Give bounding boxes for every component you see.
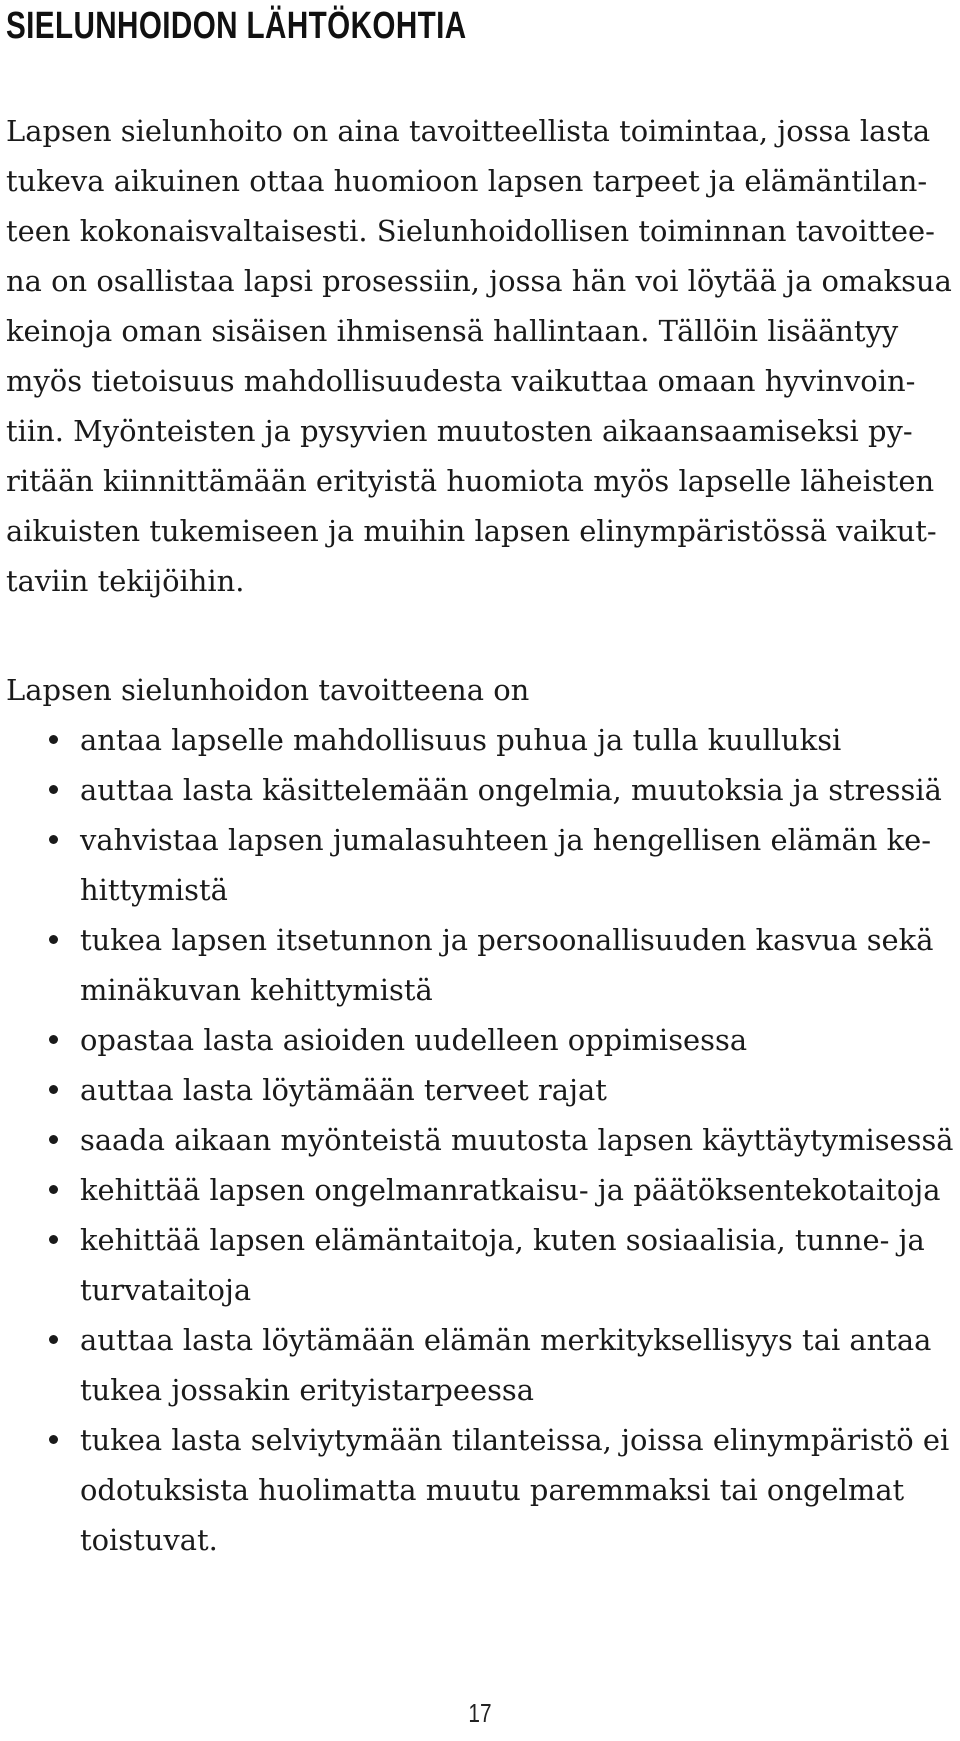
goal-text-line: odotuksista huolimatta muutu paremmaksi tai ongelmat xyxy=(80,1473,905,1507)
intro-line: teen kokonaisvaltaisesti. Sielunhoidollisen toiminnan tavoittee- xyxy=(6,214,935,248)
bullet-icon xyxy=(49,1235,58,1244)
goal-text-line: hittymistä xyxy=(80,873,228,907)
intro-line: tiin. Myönteisten ja pysyvien muutosten aikaansaamiseksi py- xyxy=(6,414,913,448)
bullet-icon xyxy=(49,835,58,844)
intro-line: tukeva aikuinen ottaa huomioon lapsen tarpeet ja elämäntilan- xyxy=(6,164,928,198)
intro-line: Lapsen sielunhoito on aina tavoitteellista toimintaa, jossa lasta xyxy=(6,114,931,148)
bullet-icon xyxy=(49,1135,58,1144)
intro-line: aikuisten tukemiseen ja muihin lapsen elinympäristössä vaikut- xyxy=(6,514,937,548)
goal-text-line: auttaa lasta käsittelemään ongelmia, muutoksia ja stressiä xyxy=(80,773,942,807)
goal-text-line: kehittää lapsen ongelmanratkaisu- ja päätöksentekotaitoja xyxy=(80,1173,941,1207)
goal-text-line: tukea jossakin erityistarpeessa xyxy=(80,1373,535,1407)
goal-text-line: kehittää lapsen elämäntaitoja, kuten sosiaalisia, tunne- ja xyxy=(80,1223,925,1257)
goals-bullet-list xyxy=(6,715,956,1565)
goal-list-item xyxy=(6,1065,956,1115)
goal-text-line: opastaa lasta asioiden uudelleen oppimisessa xyxy=(80,1023,748,1057)
intro-paragraph xyxy=(6,106,956,606)
goal-list-item xyxy=(6,715,956,765)
goal-list-item xyxy=(6,1315,956,1415)
bullet-icon xyxy=(49,785,58,794)
bullet-icon xyxy=(49,1085,58,1094)
goal-list-item xyxy=(6,1115,956,1165)
intro-line: myös tietoisuus mahdollisuudesta vaikuttaa omaan hyvinvoin- xyxy=(6,364,916,398)
goal-list-item xyxy=(6,1165,956,1215)
page-number: 17 xyxy=(468,1698,492,1728)
goal-list-item xyxy=(6,1415,956,1565)
goal-list-item xyxy=(6,1215,956,1315)
bullet-icon xyxy=(49,935,58,944)
intro-line: ritään kiinnittämään erityistä huomiota myös lapselle läheisten xyxy=(6,464,935,498)
goal-list-item xyxy=(6,765,956,815)
bullet-icon xyxy=(49,1185,58,1194)
goal-text-line: toistuvat. xyxy=(80,1523,218,1557)
goals-lead-paragraph xyxy=(6,665,956,715)
intro-line: taviin tekijöihin. xyxy=(6,564,245,598)
goals-lead-text: Lapsen sielunhoidon tavoitteena on xyxy=(6,673,530,707)
goal-text-line: auttaa lasta löytämään elämän merkityksellisyys tai antaa xyxy=(80,1323,932,1357)
goal-text-line: saada aikaan myönteistä muutosta lapsen käyttäytymisessä xyxy=(80,1123,954,1157)
goal-text-line: auttaa lasta löytämään terveet rajat xyxy=(80,1073,607,1107)
goal-list-item xyxy=(6,915,956,1015)
intro-line: na on osallistaa lapsi prosessiin, jossa hän voi löytää ja omaksua xyxy=(6,264,952,298)
goal-text-line: antaa lapselle mahdollisuus puhua ja tulla kuulluksi xyxy=(80,723,842,757)
bullet-icon xyxy=(49,1035,58,1044)
goal-text-line: minäkuvan kehittymistä xyxy=(80,973,433,1007)
goal-text-line: vahvistaa lapsen jumalasuhteen ja hengellisen elämän ke- xyxy=(80,823,932,857)
goal-list-item xyxy=(6,815,956,915)
bullet-icon xyxy=(49,1435,58,1444)
goal-text-line: tukea lasta selviytymään tilanteissa, joissa elinympäristö ei xyxy=(80,1423,950,1457)
intro-line: keinoja oman sisäisen ihmisensä hallintaan. Tällöin lisääntyy xyxy=(6,314,899,348)
bullet-icon xyxy=(49,735,58,744)
page-heading: SIELUNHOIDON LÄHTÖKOHTIA xyxy=(6,5,467,47)
goal-list-item xyxy=(6,1015,956,1065)
goal-text-line: turvataitoja xyxy=(80,1273,252,1307)
bullet-icon xyxy=(49,1335,58,1344)
goal-text-line: tukea lapsen itsetunnon ja persoonallisuuden kasvua sekä xyxy=(80,923,934,957)
